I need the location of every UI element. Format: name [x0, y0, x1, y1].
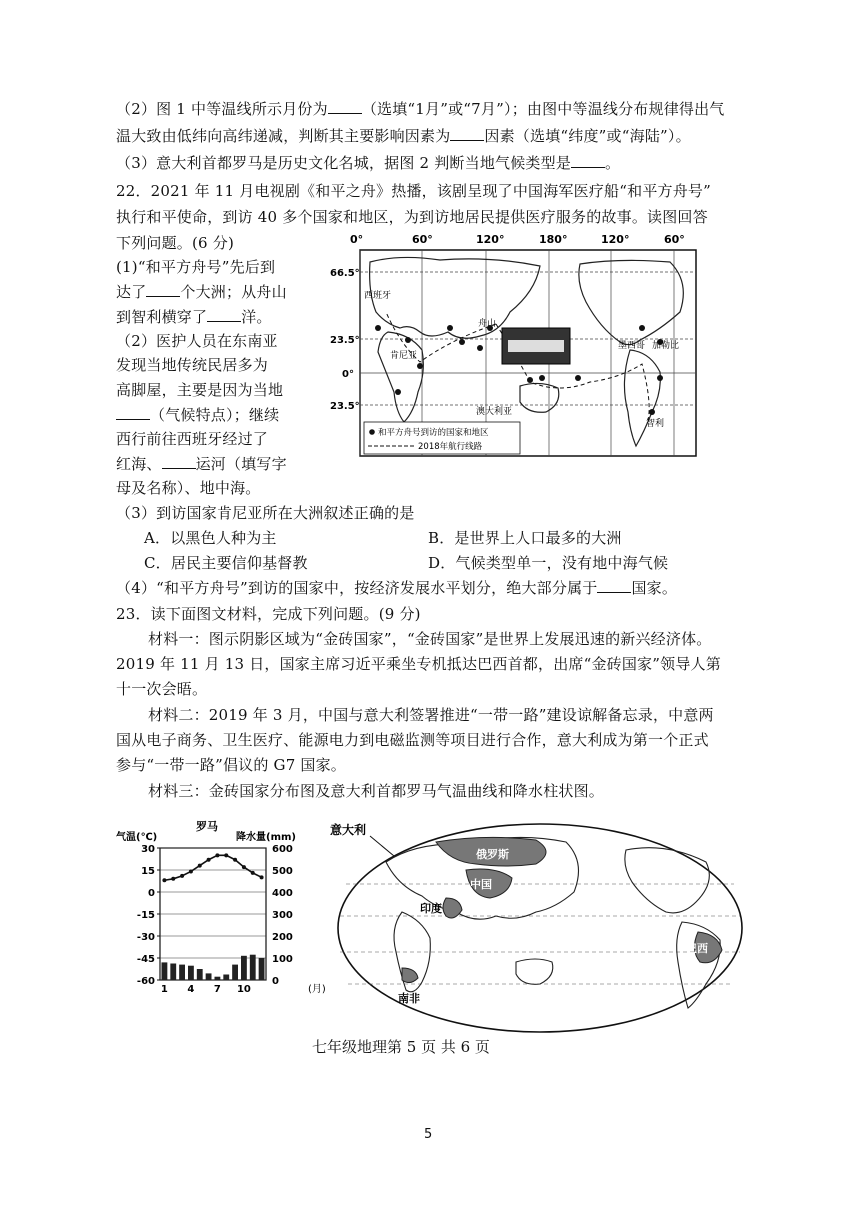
place-label: 墨西哥	[618, 341, 646, 351]
precip-tick-label: 600	[272, 844, 293, 855]
ship-hull	[508, 340, 564, 352]
brics-map-svg	[326, 812, 744, 1034]
precip-bar	[215, 977, 221, 980]
answer-blank[interactable]	[450, 126, 484, 141]
legend-visit-label: 和平方舟号到访的国家和地区	[378, 428, 489, 438]
precip-bar	[197, 969, 203, 980]
page-footer: 七年级地理第 5 页 共 6 页	[312, 1038, 490, 1056]
label-china: 中国	[470, 878, 492, 891]
temp-point	[260, 875, 264, 879]
plot-area	[137, 844, 293, 994]
temp-point	[224, 853, 228, 857]
material1-line2: 2019 年 11 月 13 日，国家主席习近平乘坐专机抵达巴西首都，出席“金砖国家”领导人第	[116, 655, 721, 673]
material2-line1: 材料二：2019 年 3 月，中国与意大利签署推进“一带一路”建设谅解备忘录，中意两	[148, 706, 714, 724]
temp-point	[251, 871, 255, 875]
label-brazil: 巴西	[686, 942, 708, 955]
precip-bar	[162, 962, 168, 980]
precip-tick-label: 500	[272, 866, 293, 877]
option-c: C．居民主要信仰基督教	[144, 554, 308, 572]
q21-part2-line1: （2）图 1 中等温线所示月份为 （选填“1月”或“7月”）；由图中等温线分布规律得出气	[116, 100, 725, 118]
climate-chart	[116, 818, 330, 994]
place-label: 智利	[646, 419, 665, 429]
lon-label: 60°	[664, 233, 685, 246]
temp-point	[180, 874, 184, 878]
place-label: 加勒比	[652, 341, 680, 351]
temp-tick-label: 15	[141, 866, 155, 877]
month-unit-label: (月)	[308, 984, 326, 994]
q22-sub1-line2: 达了 个大洲；从舟山	[116, 283, 287, 301]
temp-point	[233, 858, 237, 862]
answer-blank[interactable]	[146, 282, 180, 297]
precip-bar	[206, 973, 212, 980]
q22-sub2-line6: 红海、 运河（填写字	[116, 455, 287, 473]
material2-line2: 国从电子商务、卫生医疗、能源电力到电磁监测等项目进行合作，意大利成为第一个正式	[116, 731, 709, 749]
italy-pointer	[370, 836, 394, 856]
lon-label: 60°	[412, 233, 433, 246]
precip-bar	[223, 975, 229, 981]
lat-label: 23.5°	[330, 335, 360, 346]
route-map-svg	[330, 232, 700, 460]
temp-tick-label: -45	[136, 954, 155, 965]
material2-line3: 参与“一带一路”倡议的 G7 国家。	[116, 756, 347, 774]
precip-axis-label: 降水量(mm)	[236, 832, 296, 843]
month-tick-label: 7	[213, 984, 221, 994]
lat-label: 0°	[342, 369, 354, 380]
material1-line1: 材料一：图示阴影区域为“金砖国家”，“金砖国家”是世界上发展迅速的新兴经济体。	[148, 630, 712, 648]
precip-tick-label: 0	[272, 976, 279, 987]
temp-point	[171, 877, 175, 881]
temp-point	[198, 864, 202, 868]
q22-sub2-line1: （2）医护人员在东南亚	[116, 332, 278, 350]
q22-sub2-line4: （气候特点）；继续	[116, 404, 279, 426]
temp-point	[215, 853, 219, 857]
legend-pin-icon	[369, 429, 375, 435]
q22-sub3: （3）到访国家肯尼亚所在大洲叙述正确的是	[116, 504, 415, 522]
precip-bar	[250, 955, 256, 980]
place-label: 舟山	[478, 319, 497, 329]
answer-blank[interactable]	[162, 454, 196, 469]
route-map	[330, 232, 700, 460]
q22-sub2-line3: 高脚屋，主要是因为当地	[116, 381, 284, 399]
temp-point	[162, 878, 166, 882]
lat-label: 23.5°	[330, 401, 360, 412]
month-tick-label: 10	[236, 984, 251, 994]
month-tick-label: 4	[187, 984, 195, 994]
legend-route-label: 2018年航行线路	[418, 442, 483, 452]
precip-bar	[188, 966, 194, 980]
chart-title: 罗马	[196, 820, 218, 833]
place-label: 肯尼亚	[390, 351, 418, 361]
option-d: D．气候类型单一，没有地中海气候	[428, 554, 669, 572]
brics-map	[326, 812, 744, 1034]
option-b: B．是世界上人口最多的大洲	[428, 529, 622, 547]
lon-label: 0°	[350, 233, 364, 246]
q22-intro-line3: 下列问题。(6 分)	[116, 234, 235, 252]
label-south-africa: 南非	[398, 992, 420, 1005]
month-tick-label: 1	[160, 984, 168, 994]
q22-sub2-line7: 母及名称）、地中海。	[116, 479, 261, 497]
temp-tick-label: -60	[136, 976, 155, 987]
answer-blank[interactable]	[207, 307, 241, 322]
lon-label: 120°	[476, 233, 505, 246]
temp-tick-label: 0	[148, 888, 155, 899]
climate-chart-svg	[116, 818, 330, 994]
precip-bar	[170, 964, 176, 981]
temp-tick-label: -15	[136, 910, 155, 921]
answer-blank[interactable]	[328, 99, 362, 114]
option-a: A．以黑色人种为主	[144, 529, 277, 547]
q22-sub2-line2: 发现当地传统民居多为	[116, 356, 269, 374]
place-label: 澳大利亚	[476, 407, 513, 417]
answer-blank[interactable]	[571, 153, 605, 168]
q22-intro-line2: 执行和平使命，到访 40 多个国家和地区，为到访地居民提供医疗服务的故事。读图回答	[116, 208, 708, 226]
precip-tick-label: 300	[272, 910, 293, 921]
place-label: 西班牙	[364, 291, 392, 301]
answer-blank[interactable]	[597, 578, 631, 593]
q23-intro: 23．读下面图文材料，完成下列问题。(9 分)	[116, 605, 421, 623]
precip-bar	[259, 958, 265, 980]
page-number: 5	[424, 1127, 433, 1142]
precip-tick-label: 100	[272, 954, 293, 965]
material3: 材料三：金砖国家分布图及意大利首都罗马气温曲线和降水柱状图。	[148, 782, 605, 800]
q21-part3: （3）意大利首都罗马是历史文化名城，据图 2 判断当地气候类型是 。	[116, 154, 621, 172]
precip-bar	[179, 965, 185, 980]
label-russia: 俄罗斯	[476, 848, 509, 861]
q22-sub1-line1: (1)“和平方舟号”先后到	[116, 258, 276, 276]
temp-tick-label: -30	[136, 932, 155, 943]
q22-intro-line1: 22．2021 年 11 月电视剧《和平之舟》热播，该剧呈现了中国海军医疗船“和平方舟号”	[116, 182, 711, 200]
answer-blank[interactable]	[116, 405, 150, 420]
temp-point	[207, 858, 211, 862]
temp-tick-label: 30	[141, 844, 155, 855]
precip-bar	[241, 956, 247, 980]
precip-tick-label: 200	[272, 932, 293, 943]
precip-bar	[232, 965, 238, 980]
lat-label: 66.5°	[330, 268, 360, 279]
q22-sub4: （4）“和平方舟号”到访的国家中，按经济发展水平划分，绝大部分属于 国家。	[116, 579, 678, 597]
material1-line3: 十一次会晤。	[116, 680, 208, 698]
temp-axis-label: 气温(℃)	[116, 832, 158, 843]
label-italy: 意大利	[330, 823, 367, 837]
lon-label: 180°	[539, 233, 568, 246]
q22-sub2-line5: 西行前往西班牙经过了	[116, 430, 269, 448]
lon-label: 120°	[601, 233, 630, 246]
q21-part2-line2: 温大致由低纬向高纬递减，判断其主要影响因素为 因素（选填“纬度”或“海陆”）。	[116, 127, 691, 145]
precip-tick-label: 400	[272, 888, 293, 899]
q22-sub1-line3: 到智利横穿了 洋。	[116, 308, 272, 326]
label-india: 印度	[420, 902, 442, 915]
temp-point	[242, 865, 246, 869]
temp-point	[189, 869, 193, 873]
